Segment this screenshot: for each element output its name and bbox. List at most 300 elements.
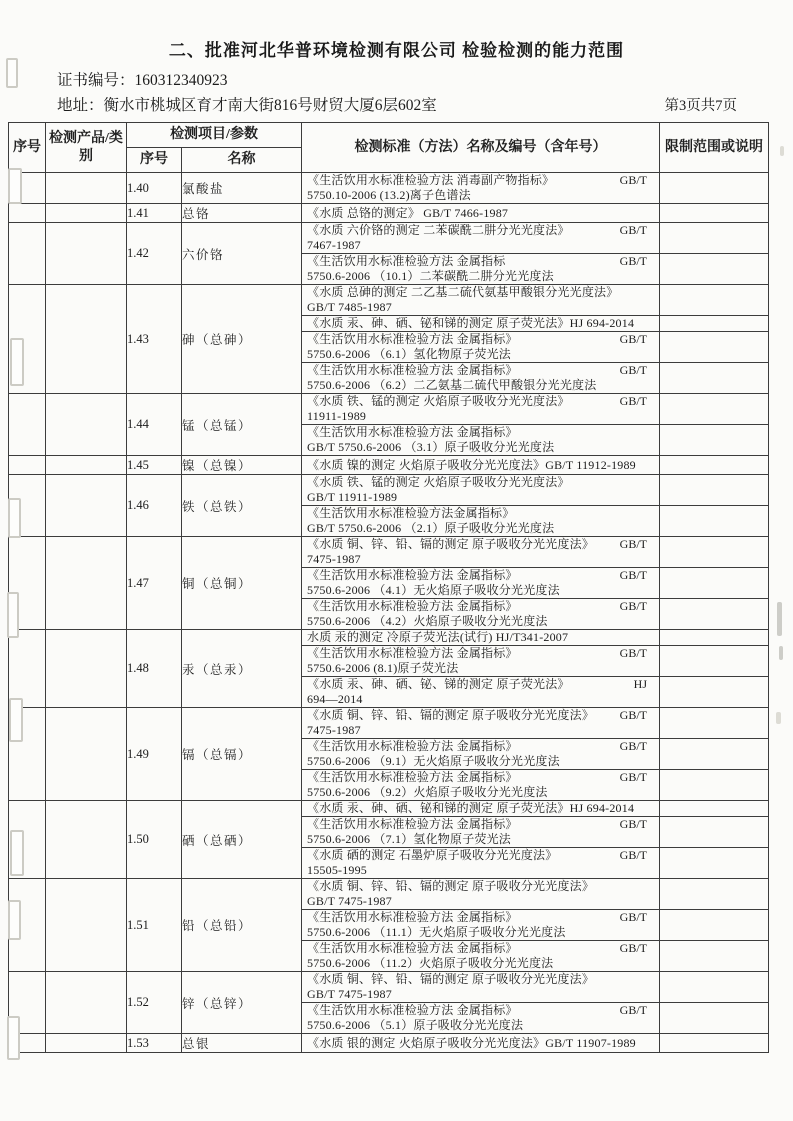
- scan-artifact: [780, 146, 784, 156]
- standard-cell: [302, 770, 660, 801]
- address-line: [57, 93, 737, 115]
- standard-code: GB/T: [619, 223, 648, 238]
- standard-text: 《生活饮用水标准检验方法 金属指标》: [307, 332, 518, 347]
- standard-code: [647, 987, 659, 1002]
- standard-line: [302, 972, 659, 987]
- limit-cell: [660, 941, 769, 972]
- header-seq: 序号: [9, 123, 46, 173]
- limit-cell: [660, 708, 769, 739]
- param-no-cell: 1.44: [127, 394, 182, 456]
- standard-line: [302, 173, 659, 188]
- standard-text: GB/T 7475-1987: [307, 987, 392, 1002]
- standard-text: 《生活饮用水标准检验方法 金属指标》: [307, 817, 518, 832]
- standard-text: 《生活饮用水标准检验方法 消毒副产物指标》: [307, 173, 555, 188]
- standard-line: [302, 363, 659, 378]
- standard-text: 7467-1987: [307, 238, 361, 253]
- standard-text: 《水质 镍的测定 火焰原子吸收分光光度法》GB/T 11912-1989: [307, 457, 636, 472]
- standard-code: [647, 1018, 659, 1033]
- category-cell: [46, 972, 127, 1034]
- certificate-label: 证书编号：: [57, 72, 135, 89]
- table-row: [9, 708, 769, 739]
- standard-code: [647, 316, 659, 331]
- limit-cell: [660, 316, 769, 332]
- standard-text: 水质 汞的测定 冷原子荧光法(试行) HJ/T341-2007: [307, 630, 569, 645]
- standard-text: 7475-1987: [307, 552, 361, 567]
- table-row: [9, 394, 769, 425]
- param-no-cell: 1.52: [127, 972, 182, 1034]
- standard-code: GB/T: [619, 708, 648, 723]
- limit-cell: [660, 739, 769, 770]
- standard-text: 《水质 铁、锰的测定 火焰原子吸收分光光度法》: [307, 475, 570, 490]
- limit-cell: [660, 537, 769, 568]
- standard-text: 5750.6-2006 (8.1)原子荧光法: [307, 661, 459, 676]
- standard-cell: [302, 363, 660, 394]
- standard-text: GB/T 5750.6-2006 （2.1）原子吸收分光光度法: [307, 521, 555, 536]
- standard-cell: [302, 332, 660, 363]
- table-row: [9, 801, 769, 817]
- seq-cell: [9, 173, 46, 204]
- param-no-cell: 1.41: [127, 204, 182, 223]
- standard-cell: [302, 708, 660, 739]
- standard-text: 5750.6-2006 （10.1）二苯碳酰二肼分光光度法: [307, 269, 554, 284]
- standard-line: [302, 238, 659, 253]
- scan-artifact: [777, 602, 782, 636]
- limit-cell: [660, 332, 769, 363]
- table-row: [9, 1034, 769, 1053]
- standard-cell: [302, 204, 660, 223]
- standard-text: 15505-1995: [307, 863, 368, 878]
- limit-cell: [660, 770, 769, 801]
- standard-code: [647, 285, 659, 300]
- param-name-cell: 锰（总锰）: [182, 394, 302, 456]
- standard-code: [647, 832, 659, 847]
- standard-line: [302, 394, 659, 409]
- standard-line: [302, 739, 659, 754]
- standard-cell: [302, 739, 660, 770]
- table-row: [9, 173, 769, 204]
- standard-text: 《生活饮用水标准检验方法金属指标》: [307, 506, 515, 521]
- standard-cell: [302, 394, 660, 425]
- standard-text: 《水质 汞、砷、硒、铋和锑的测定 原子荧光法》HJ 694-2014: [307, 316, 635, 331]
- param-no-cell: 1.43: [127, 285, 182, 394]
- standard-line: [302, 614, 659, 629]
- standard-line: [302, 879, 659, 894]
- limit-cell: [660, 848, 769, 879]
- standard-line: [302, 347, 659, 362]
- standard-text: 《水质 铁、锰的测定 火焰原子吸收分光光度法》: [307, 394, 570, 409]
- standard-line: [302, 599, 659, 614]
- param-no-cell: 1.49: [127, 708, 182, 801]
- param-name-cell: 铜（总铜）: [182, 537, 302, 630]
- standard-code: GB/T: [619, 739, 648, 754]
- category-cell: [46, 394, 127, 456]
- standard-cell: [302, 599, 660, 630]
- standard-line: [302, 894, 659, 909]
- header-category: 检测产品/类别: [46, 123, 127, 173]
- page-indicator: 第3页共7页: [664, 98, 737, 114]
- seq-cell: [9, 972, 46, 1034]
- standard-text: 5750.6-2006 （7.1）氢化物原子荧光法: [307, 832, 512, 847]
- standard-text: 《生活饮用水标准检验方法 金属指标》: [307, 910, 518, 925]
- table-row: [9, 456, 769, 475]
- standard-cell: [302, 537, 660, 568]
- standard-code: [647, 956, 659, 971]
- category-cell: [46, 456, 127, 475]
- standard-code: GB/T: [619, 599, 648, 614]
- limit-cell: [660, 173, 769, 204]
- category-cell: [46, 475, 127, 537]
- param-name-cell: 总银: [182, 1034, 302, 1053]
- limit-cell: [660, 285, 769, 316]
- standard-line: [302, 925, 659, 940]
- table-row: [9, 972, 769, 1003]
- standard-code: [647, 521, 659, 536]
- standard-code: [647, 238, 659, 253]
- standard-line: [302, 254, 659, 269]
- standard-line: [302, 269, 659, 284]
- standard-line: [302, 316, 659, 331]
- standard-code: [647, 801, 659, 816]
- standard-line: [302, 223, 659, 238]
- standard-text: 《水质 总铬的测定》 GB/T 7466-1987: [307, 205, 509, 220]
- standard-cell: [302, 677, 660, 708]
- standard-cell: [302, 848, 660, 879]
- standard-code: [647, 440, 659, 455]
- standard-code: [647, 300, 659, 315]
- table-row: [9, 879, 769, 910]
- standard-text: GB/T 7475-1987: [307, 894, 392, 909]
- standard-line: [302, 583, 659, 598]
- standard-line: [302, 1018, 659, 1033]
- limit-cell: [660, 506, 769, 537]
- header-limit: 限制范围或说明: [660, 123, 769, 173]
- standard-line: [302, 770, 659, 785]
- standard-cell: [302, 1034, 660, 1053]
- standard-code: GB/T: [619, 941, 648, 956]
- standard-text: 《生活饮用水标准检验方法 金属指标》: [307, 599, 518, 614]
- standard-line: [302, 568, 659, 583]
- table-body: [9, 173, 769, 1053]
- standard-code: [647, 785, 659, 800]
- standard-code: GB/T: [619, 848, 648, 863]
- header-item-name: 名称: [182, 148, 302, 173]
- standard-line: [302, 458, 659, 473]
- limit-cell: [660, 425, 769, 456]
- standard-line: [302, 378, 659, 393]
- standard-code: [647, 614, 659, 629]
- standard-code: [647, 972, 659, 987]
- standard-line: [302, 440, 659, 455]
- standard-cell: [302, 223, 660, 254]
- limit-cell: [660, 972, 769, 1003]
- standard-line: [302, 661, 659, 676]
- param-name-cell: 六价铬: [182, 223, 302, 285]
- seq-cell: [9, 801, 46, 879]
- scan-artifact: [6, 58, 18, 88]
- category-cell: [46, 537, 127, 630]
- standard-cell: [302, 910, 660, 941]
- standard-line: [302, 506, 659, 521]
- standard-line: [302, 910, 659, 925]
- standard-cell: [302, 316, 660, 332]
- param-no-cell: 1.45: [127, 456, 182, 475]
- standard-code: GB/T: [619, 394, 648, 409]
- standard-line: [302, 785, 659, 800]
- limit-cell: [660, 1034, 769, 1053]
- standard-text: 《生活饮用水标准检验方法 金属指标》: [307, 425, 518, 440]
- table-row: [9, 475, 769, 506]
- category-cell: [46, 204, 127, 223]
- param-no-cell: 1.48: [127, 630, 182, 708]
- limit-cell: [660, 568, 769, 599]
- header-item-seq: 序号: [127, 148, 182, 173]
- standard-line: [302, 941, 659, 956]
- capability-table: [8, 122, 769, 1053]
- standard-text: 《水质 铜、锌、铅、镉的测定 原子吸收分光光度法》: [307, 708, 595, 723]
- standard-code: [647, 458, 659, 473]
- standard-code: [647, 475, 659, 490]
- standard-line: [302, 817, 659, 832]
- param-name-cell: 铁（总铁）: [182, 475, 302, 537]
- standard-code: GB/T: [619, 363, 648, 378]
- standard-code: [647, 630, 659, 645]
- standard-line: [302, 409, 659, 424]
- standard-code: GB/T: [619, 770, 648, 785]
- limit-cell: [660, 910, 769, 941]
- table-row: [9, 223, 769, 254]
- table-row: [9, 285, 769, 316]
- standard-line: [302, 552, 659, 567]
- standard-line: [302, 425, 659, 440]
- limit-cell: [660, 1003, 769, 1034]
- standard-text: 《生活饮用水标准检验方法 金属指标》: [307, 363, 518, 378]
- seq-cell: [9, 394, 46, 456]
- category-cell: [46, 630, 127, 708]
- standard-text: 5750.6-2006 （4.1）无火焰原子吸收分光光度法: [307, 583, 560, 598]
- param-name-cell: 砷（总砷）: [182, 285, 302, 394]
- standard-code: [647, 583, 659, 598]
- standard-line: [302, 206, 659, 221]
- standard-cell: [302, 941, 660, 972]
- standard-code: [647, 894, 659, 909]
- limit-cell: [660, 599, 769, 630]
- category-cell: [46, 708, 127, 801]
- standard-text: GB/T 5750.6-2006 （3.1）原子吸收分光光度法: [307, 440, 555, 455]
- standard-cell: [302, 801, 660, 817]
- standard-text: 《生活饮用水标准检验方法 金属指标》: [307, 646, 518, 661]
- standard-code: [647, 188, 659, 203]
- standard-line: [302, 863, 659, 878]
- limit-cell: [660, 817, 769, 848]
- standard-line: [302, 1003, 659, 1018]
- standard-cell: [302, 646, 660, 677]
- param-name-cell: 硒（总硒）: [182, 801, 302, 879]
- address-value: 衡水市桃城区育才南大街816号财贸大厦6层602室: [103, 97, 437, 114]
- standard-text: 《生活饮用水标准检验方法 金属指标》: [307, 770, 518, 785]
- address-label: 地址：: [57, 97, 104, 114]
- standard-code: [647, 347, 659, 362]
- standard-line: [302, 537, 659, 552]
- standard-line: [302, 723, 659, 738]
- standard-code: [647, 1036, 659, 1051]
- standard-text: 5750.6-2006 （6.1）氢化物原子荧光法: [307, 347, 512, 362]
- standard-text: 《水质 总砷的测定 二乙基二硫代氨基甲酸银分光光度法》: [307, 285, 619, 300]
- standard-line: [302, 708, 659, 723]
- standard-text: 《水质 铜、锌、铅、镉的测定 原子吸收分光光度法》: [307, 972, 595, 987]
- param-no-cell: 1.42: [127, 223, 182, 285]
- seq-cell: [9, 879, 46, 972]
- param-name-cell: 锌（总锌）: [182, 972, 302, 1034]
- limit-cell: [660, 456, 769, 475]
- seq-cell: [9, 708, 46, 801]
- standard-text: GB/T 11911-1989: [307, 490, 398, 505]
- table-row: [9, 537, 769, 568]
- limit-cell: [660, 646, 769, 677]
- limit-cell: [660, 677, 769, 708]
- standard-code: HJ: [633, 677, 648, 692]
- standard-line: [302, 300, 659, 315]
- standard-text: 11911-1989: [307, 409, 367, 424]
- param-name-cell: 铅（总铅）: [182, 879, 302, 972]
- standard-cell: [302, 568, 660, 599]
- standard-text: 《生活饮用水标准检验方法 金属指标》: [307, 941, 518, 956]
- standard-code: [647, 863, 659, 878]
- standard-code: [647, 425, 659, 440]
- standard-text: 5750.6-2006 （6.2）二乙氨基二硫代甲酸银分光光度法: [307, 378, 597, 393]
- param-no-cell: 1.50: [127, 801, 182, 879]
- standard-code: GB/T: [619, 1003, 648, 1018]
- standard-text: 5750.10-2006 (13.2)离子色谱法: [307, 188, 471, 203]
- seq-cell: [9, 537, 46, 630]
- standard-cell: [302, 475, 660, 506]
- param-no-cell: 1.40: [127, 173, 182, 204]
- standard-text: 5750.6-2006 （11.2）火焰原子吸收分光光度法: [307, 956, 554, 971]
- category-cell: [46, 285, 127, 394]
- standard-cell: [302, 630, 660, 646]
- header-standard: 检测标准（方法）名称及编号（含年号）: [302, 123, 660, 173]
- seq-cell: [9, 204, 46, 223]
- standard-code: [647, 723, 659, 738]
- standard-code: [647, 269, 659, 284]
- page-title: 二、批准河北华普环境检测有限公司 检验检测的能力范围: [168, 41, 625, 60]
- standard-line: [302, 490, 659, 505]
- table-row: [9, 204, 769, 223]
- param-no-cell: 1.53: [127, 1034, 182, 1053]
- limit-cell: [660, 801, 769, 817]
- standard-code: [647, 879, 659, 894]
- standard-text: 《水质 六价铬的测定 二苯碳酰二肼分光光度法》: [307, 223, 570, 238]
- standard-code: [647, 552, 659, 567]
- standard-cell: [302, 254, 660, 285]
- param-name-cell: 镍（总镍）: [182, 456, 302, 475]
- standard-text: 《水质 铜、锌、铅、镉的测定 原子吸收分光光度法》: [307, 537, 595, 552]
- standard-line: [302, 848, 659, 863]
- standard-text: 5750.6-2006 （11.1）无火焰原子吸收分光光度法: [307, 925, 566, 940]
- standard-text: 5750.6-2006 （5.1）原子吸收分光光度法: [307, 1018, 524, 1033]
- standard-text: 《水质 汞、砷、硒、铋和锑的测定 原子荧光法》HJ 694-2014: [307, 801, 635, 816]
- limit-cell: [660, 630, 769, 646]
- standard-text: 5750.6-2006 （9.1）无火焰原子吸收分光光度法: [307, 754, 560, 769]
- standard-code: [647, 506, 659, 521]
- standard-code: [647, 206, 659, 221]
- standard-code: GB/T: [619, 646, 648, 661]
- standard-cell: [302, 456, 660, 475]
- category-cell: [46, 801, 127, 879]
- standard-text: 5750.6-2006 （9.2）火焰原子吸收分光光度法: [307, 785, 548, 800]
- limit-cell: [660, 204, 769, 223]
- standard-code: [647, 490, 659, 505]
- category-cell: [46, 223, 127, 285]
- standard-text: 《水质 硒的测定 石墨炉原子吸收分光光度法》: [307, 848, 558, 863]
- standard-cell: [302, 1003, 660, 1034]
- standard-code: GB/T: [619, 537, 648, 552]
- category-cell: [46, 1034, 127, 1053]
- standard-code: [647, 378, 659, 393]
- header-item-group: 检测项目/参数: [127, 123, 302, 148]
- standard-line: [302, 1036, 659, 1051]
- table-header: [9, 123, 769, 173]
- address-text: [57, 93, 437, 115]
- param-name-cell: 镉（总镉）: [182, 708, 302, 801]
- param-name-cell: 氯酸盐: [182, 173, 302, 204]
- certificate-line: [57, 68, 793, 90]
- seq-cell: [9, 1034, 46, 1053]
- standard-text: 《生活饮用水标准检验方法 金属指标》: [307, 739, 518, 754]
- standard-code: [647, 692, 659, 707]
- standard-line: [302, 630, 659, 645]
- standard-text: 7475-1987: [307, 723, 361, 738]
- standard-line: [302, 521, 659, 536]
- standard-text: 《水质 铜、锌、铅、镉的测定 原子吸收分光光度法》: [307, 879, 595, 894]
- standard-text: 《生活饮用水标准检验方法 金属指标: [307, 254, 506, 269]
- param-no-cell: 1.47: [127, 537, 182, 630]
- standard-code: GB/T: [619, 817, 648, 832]
- standard-cell: [302, 817, 660, 848]
- standard-line: [302, 692, 659, 707]
- standard-line: [302, 285, 659, 300]
- standard-line: [302, 188, 659, 203]
- seq-cell: [9, 475, 46, 537]
- standard-cell: [302, 285, 660, 316]
- standard-line: [302, 646, 659, 661]
- standard-code: GB/T: [619, 332, 648, 347]
- limit-cell: [660, 475, 769, 506]
- limit-cell: [660, 879, 769, 910]
- seq-cell: [9, 456, 46, 475]
- standard-line: [302, 801, 659, 816]
- standard-text: 《水质 银的测定 火焰原子吸收分光光度法》GB/T 11907-1989: [307, 1035, 636, 1050]
- seq-cell: [9, 630, 46, 708]
- standard-cell: [302, 506, 660, 537]
- table-row: [9, 630, 769, 646]
- standard-cell: [302, 173, 660, 204]
- standard-code: GB/T: [619, 568, 648, 583]
- param-no-cell: 1.51: [127, 879, 182, 972]
- standard-line: [302, 754, 659, 769]
- standard-code: GB/T: [619, 254, 648, 269]
- standard-text: 《生活饮用水标准检验方法 金属指标》: [307, 568, 518, 583]
- param-name-cell: 总铬: [182, 204, 302, 223]
- standard-code: [647, 754, 659, 769]
- limit-cell: [660, 254, 769, 285]
- standard-line: [302, 677, 659, 692]
- standard-code: GB/T: [619, 173, 648, 188]
- standard-line: [302, 475, 659, 490]
- standard-line: [302, 332, 659, 347]
- standard-code: [647, 661, 659, 676]
- standard-code: [647, 409, 659, 424]
- standard-line: [302, 987, 659, 1002]
